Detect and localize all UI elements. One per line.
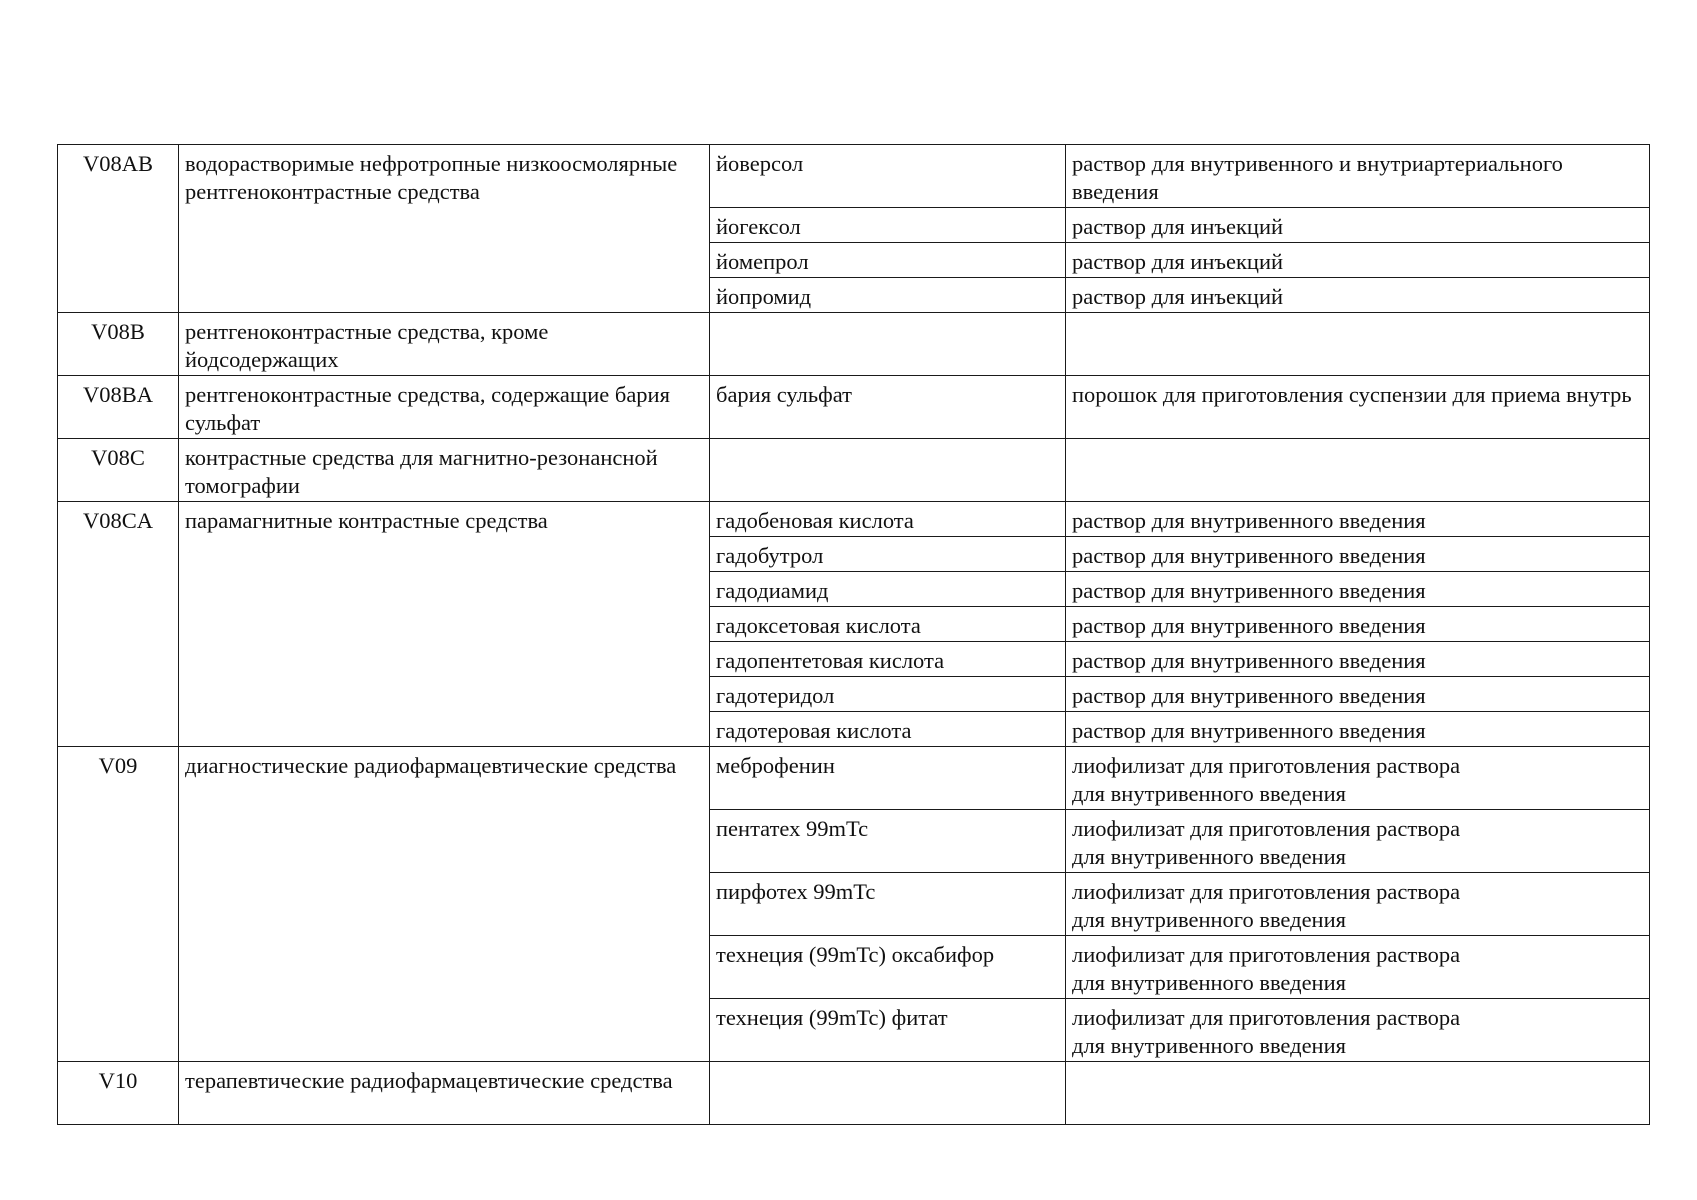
table-row xyxy=(58,502,1650,537)
dosage-form-cell: раствор для внутривенного введения xyxy=(1066,537,1650,572)
dosage-form-cell xyxy=(1066,1062,1650,1125)
substance-cell xyxy=(710,313,1066,376)
group-name-cell: парамагнитные контрастные средства xyxy=(179,502,710,747)
atc-code-cell: V08BA xyxy=(58,376,179,439)
dosage-form-cell xyxy=(1066,439,1650,502)
substance-cell: гадотеридол xyxy=(710,677,1066,712)
dosage-form-cell xyxy=(1066,999,1650,1062)
dosage-form-line: лиофилизат для приготовления раствора xyxy=(1072,1005,1461,1030)
table-row xyxy=(58,439,1650,502)
table-row xyxy=(58,747,1650,810)
dosage-form-line: лиофилизат для приготовления раствора xyxy=(1072,879,1461,904)
substance-cell: йомепрол xyxy=(710,243,1066,278)
dosage-form-line: для внутривенного введения xyxy=(1072,781,1346,806)
substance-cell: гадодиамид xyxy=(710,572,1066,607)
group-name-cell: диагностические радиофармацевтические средства xyxy=(179,747,710,1062)
group-name-cell: рентгеноконтрастные средства, содержащие бария сульфат xyxy=(179,376,710,439)
dosage-form-line: для внутривенного введения xyxy=(1072,844,1346,869)
substance-cell: бария сульфат xyxy=(710,376,1066,439)
atc-code-cell: V10 xyxy=(58,1062,179,1125)
substance-cell: технеция (99mTc) оксабифор xyxy=(710,936,1066,999)
table-row xyxy=(58,145,1650,208)
substance-cell: гадобутрол xyxy=(710,537,1066,572)
dosage-form-cell xyxy=(1066,936,1650,999)
dosage-form-line: для внутривенного введения xyxy=(1072,907,1346,932)
dosage-form-cell: раствор для внутривенного введения xyxy=(1066,572,1650,607)
table-row xyxy=(58,313,1650,376)
table-row xyxy=(58,376,1650,439)
table-body xyxy=(58,145,1650,1125)
substance-cell: меброфенин xyxy=(710,747,1066,810)
dosage-form-cell xyxy=(1066,873,1650,936)
substance-cell: йоверсол xyxy=(710,145,1066,208)
dosage-form-cell: раствор для внутривенного введения xyxy=(1066,502,1650,537)
dosage-form-cell: раствор для инъекций xyxy=(1066,243,1650,278)
dosage-form-cell: раствор для внутривенного и внутриартериального введения xyxy=(1066,145,1650,208)
substance-cell: технеция (99mTc) фитат xyxy=(710,999,1066,1062)
atc-code-cell: V08CA xyxy=(58,502,179,747)
group-name-cell: контрастные средства для магнитно-резонансной томографии xyxy=(179,439,710,502)
atc-code-cell: V08C xyxy=(58,439,179,502)
substance-cell: пентатех 99mTc xyxy=(710,810,1066,873)
dosage-form-cell xyxy=(1066,747,1650,810)
group-name-cell: терапевтические радиофармацевтические средства xyxy=(179,1062,710,1125)
atc-code-cell: V08AB xyxy=(58,145,179,313)
dosage-form-line: лиофилизат для приготовления раствора xyxy=(1072,816,1461,841)
substance-cell: гадопентетовая кислота xyxy=(710,642,1066,677)
dosage-form-cell: раствор для внутривенного введения xyxy=(1066,677,1650,712)
dosage-form-line: лиофилизат для приготовления раствора xyxy=(1072,753,1461,778)
substance-cell xyxy=(710,439,1066,502)
dosage-form-cell: раствор для инъекций xyxy=(1066,278,1650,313)
dosage-form-cell: раствор для внутривенного введения xyxy=(1066,607,1650,642)
group-name-cell: водорастворимые нефротропные низкоосмолярные рентгеноконтрастные средства xyxy=(179,145,710,313)
dosage-form-cell xyxy=(1066,810,1650,873)
dosage-form-line: для внутривенного введения xyxy=(1072,1033,1346,1058)
dosage-form-cell: раствор для инъекций xyxy=(1066,208,1650,243)
atc-code-cell: V09 xyxy=(58,747,179,1062)
substance-cell: йогексол xyxy=(710,208,1066,243)
substance-cell xyxy=(710,1062,1066,1125)
atc-code-cell: V08B xyxy=(58,313,179,376)
drug-classification-table xyxy=(57,144,1650,1125)
substance-cell: гадотеровая кислота xyxy=(710,712,1066,747)
dosage-form-cell xyxy=(1066,313,1650,376)
dosage-form-line: лиофилизат для приготовления раствора xyxy=(1072,942,1461,967)
dosage-form-cell: порошок для приготовления суспензии для приема внутрь xyxy=(1066,376,1650,439)
substance-cell: йопромид xyxy=(710,278,1066,313)
dosage-form-cell: раствор для внутривенного введения xyxy=(1066,642,1650,677)
dosage-form-line: для внутривенного введения xyxy=(1072,970,1346,995)
table-row xyxy=(58,1062,1650,1125)
dosage-form-cell: раствор для внутривенного введения xyxy=(1066,712,1650,747)
substance-cell: пирфотех 99mTc xyxy=(710,873,1066,936)
substance-cell: гадоксетовая кислота xyxy=(710,607,1066,642)
group-name-cell: рентгеноконтрастные средства, кроме йодсодержащих xyxy=(179,313,710,376)
substance-cell: гадобеновая кислота xyxy=(710,502,1066,537)
